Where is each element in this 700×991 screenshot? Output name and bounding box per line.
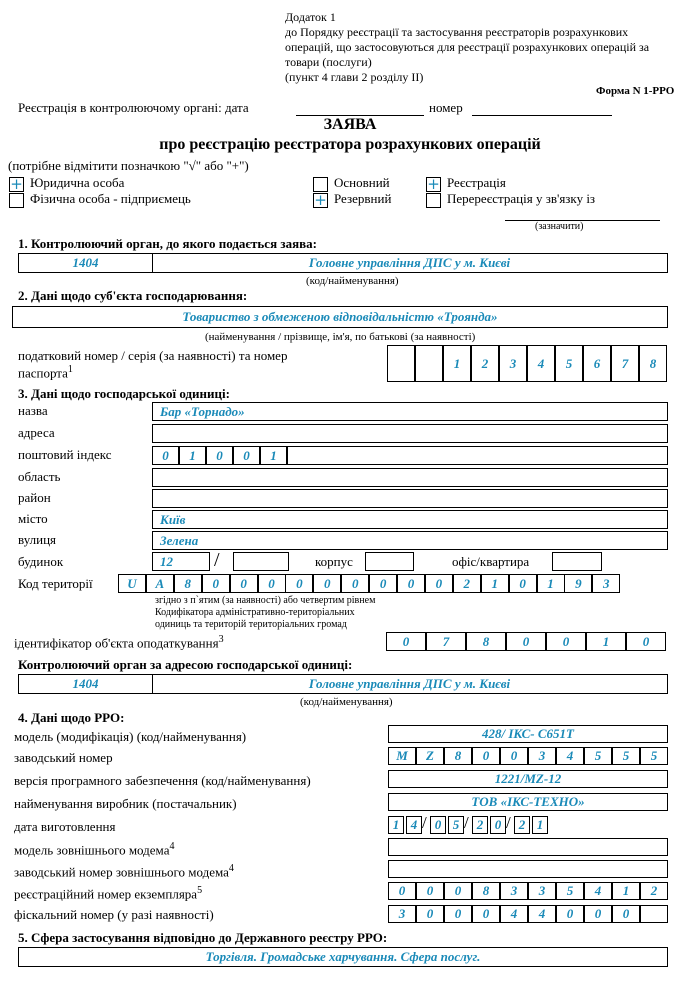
regnum-cell[interactable]: 0: [444, 882, 472, 900]
serial-cell[interactable]: 0: [472, 747, 500, 765]
appendix-line: Додаток 1: [285, 10, 336, 24]
fiscal-cell[interactable]: 0: [444, 905, 472, 923]
regnum-cell[interactable]: 1: [612, 882, 640, 900]
house-field[interactable]: [152, 552, 210, 571]
registration-date-label: Реєстрація в контролюючому органі: дата: [18, 100, 249, 115]
control-address-caption: (код/найменування): [300, 696, 393, 708]
section-5-title: 5. Сфера застосування відповідно до Державного реєстру РРО:: [18, 930, 388, 945]
footnote-3: 3: [218, 634, 224, 645]
regnum-cell[interactable]: 2: [640, 882, 668, 900]
territory-code-cell[interactable]: 2: [453, 574, 481, 593]
reregistration-checkbox[interactable]: [426, 193, 441, 208]
control-authority-name: Головне управління ДПС у м. Києві: [308, 255, 511, 270]
modem-label-wrap: [14, 841, 174, 858]
territory-note-line: згідно з п`ятим (за наявності) або четвертим рівнем: [155, 595, 376, 606]
object-id-cell[interactable]: 0: [626, 632, 666, 651]
modem-serial-label: заводський номер зовнішнього модема: [14, 864, 229, 880]
territory-code-cell[interactable]: 0: [230, 574, 258, 593]
office-label: офіс/квартира: [452, 554, 530, 569]
fiscal-cell[interactable]: 4: [500, 905, 528, 923]
territory-code-cell[interactable]: 0: [258, 574, 286, 593]
territory-code-cell[interactable]: 8: [174, 574, 202, 593]
serial-cell[interactable]: 0: [500, 747, 528, 765]
object-id-cell[interactable]: 7: [426, 632, 466, 651]
tax-number-cell[interactable]: 7: [611, 345, 639, 382]
main-rro-checkbox[interactable]: [313, 177, 328, 192]
city: Київ: [160, 512, 186, 527]
date-cell[interactable]: 2: [514, 816, 530, 834]
entity-name-field[interactable]: [12, 306, 668, 328]
building-label: корпус: [315, 554, 353, 569]
fiscal-cell[interactable]: 0: [612, 905, 640, 923]
object-id-cell[interactable]: 0: [506, 632, 546, 651]
serial-cell[interactable]: Z: [416, 747, 444, 765]
software-label: версія програмного забезпечення (код/найменування): [14, 773, 311, 788]
fiscal-cell[interactable]: 3: [388, 905, 416, 923]
regnum-cell[interactable]: 0: [416, 882, 444, 900]
object-id-cell[interactable]: 0: [386, 632, 426, 651]
control-address-name: Головне управління ДПС у м. Києві: [308, 676, 511, 691]
modem-serial-field[interactable]: [388, 860, 668, 878]
regnum-cell[interactable]: 8: [472, 882, 500, 900]
object-id-label-wrap: [14, 634, 224, 651]
footnote-5: 5: [197, 885, 203, 896]
tax-number-cell[interactable]: [387, 345, 415, 382]
individual-entrepreneur-checkbox[interactable]: [9, 193, 24, 208]
individual-entrepreneur-label: Фізична особа - підприємець: [30, 191, 191, 206]
date-cell[interactable]: 1: [388, 816, 404, 834]
territory-code-cell[interactable]: A: [146, 574, 174, 593]
serial-cell[interactable]: 5: [584, 747, 612, 765]
footnote-4: 4: [169, 841, 175, 852]
appendix-line: товари (послуги): [285, 55, 372, 69]
model-label: модель (модифікація) (код/найменування): [14, 729, 247, 744]
region-label: область: [18, 469, 61, 484]
office-field[interactable]: [552, 552, 602, 571]
unit-name-label: назва: [18, 403, 48, 418]
tax-number-label: податковий номер / серія (за наявності) та номер: [18, 348, 288, 363]
zip-cell[interactable]: 1: [179, 446, 206, 465]
territory-note: [155, 595, 375, 631]
zip-cell[interactable]: 0: [152, 446, 179, 465]
modem-serial-label-wrap: [14, 863, 234, 880]
serial-cell[interactable]: 5: [612, 747, 640, 765]
zip-cell[interactable]: 0: [233, 446, 260, 465]
control-authority-code: 1404: [72, 255, 99, 270]
district-label: район: [18, 490, 51, 505]
region-field[interactable]: [152, 468, 668, 487]
territory-code-cell[interactable]: 0: [202, 574, 230, 593]
reregistration-label: Перереєстрація у зв'язку із: [447, 191, 596, 206]
street-label: вулиця: [18, 532, 57, 547]
address-field[interactable]: [152, 424, 668, 443]
date-cell[interactable]: 1: [532, 816, 548, 834]
control-address-code: 1404: [72, 676, 99, 691]
code-name-caption: (код/найменування): [306, 275, 399, 287]
fiscal-label: фіскальний номер (у разі наявності): [14, 907, 214, 922]
street-field[interactable]: [152, 531, 668, 550]
tax-number-cell[interactable]: 6: [583, 345, 611, 382]
date-cell[interactable]: 0: [430, 816, 446, 834]
reserve-rro-checkbox[interactable]: +: [314, 191, 327, 209]
tax-number-cell[interactable]: 2: [471, 345, 499, 382]
appendix-header: [285, 10, 649, 85]
territory-code-cell[interactable]: 0: [285, 574, 313, 593]
control-authority-field[interactable]: [18, 253, 668, 273]
tax-number-label-2: [18, 364, 73, 381]
passport-label: паспорта: [18, 365, 68, 381]
house-slash: /: [214, 549, 220, 571]
serial-cell[interactable]: 3: [528, 747, 556, 765]
section-4-title: 4. Дані щодо РРО:: [18, 710, 125, 725]
serial-cell[interactable]: 4: [556, 747, 584, 765]
scope: Торгівля. Громадське харчування. Сфера послуг.: [205, 949, 481, 964]
specify-caption: (зазначити): [535, 221, 584, 232]
fiscal-cell[interactable]: [640, 905, 668, 923]
unit-name: Бар «Торнадо»: [160, 404, 245, 419]
control-address-title: Контролюючий орган за адресою господарської одиниці:: [18, 657, 353, 672]
object-id-cell[interactable]: 8: [466, 632, 506, 651]
software-field[interactable]: [388, 770, 668, 788]
reserve-rro-label: Резервний: [334, 191, 392, 206]
regnum-cell[interactable]: 4: [584, 882, 612, 900]
zip-label: поштовий індекс: [18, 447, 112, 462]
serial-cell[interactable]: M: [388, 747, 416, 765]
maker-field[interactable]: [388, 793, 668, 811]
zip-rest-field: [287, 446, 668, 465]
territory-label: Код території: [18, 576, 93, 591]
territory-code-cell[interactable]: 3: [592, 574, 620, 593]
territory-code-cell[interactable]: 0: [313, 574, 341, 593]
city-label: місто: [18, 511, 48, 526]
tax-number-cell[interactable]: 4: [527, 345, 555, 382]
date-slash: /: [422, 813, 427, 832]
object-id-cell[interactable]: 1: [586, 632, 626, 651]
house-label: будинок: [18, 554, 64, 569]
regnum-cell[interactable]: 3: [500, 882, 528, 900]
unit-name-field[interactable]: [152, 402, 668, 421]
regnum-cell[interactable]: 5: [556, 882, 584, 900]
regnum-cell[interactable]: 3: [528, 882, 556, 900]
regnum-label-wrap: [14, 885, 202, 902]
zip-cell[interactable]: 0: [206, 446, 233, 465]
serial-cell[interactable]: 5: [640, 747, 668, 765]
mark-hint: (потрібне відмітити позначкою "√" або "+"): [8, 158, 249, 173]
modem-label: модель зовнішнього модема: [14, 842, 170, 858]
software: 1221/MZ-12: [494, 771, 562, 786]
model: 428/ ІКС- С651Т: [482, 726, 574, 741]
house-number: 12: [160, 554, 173, 569]
modem-field[interactable]: [388, 838, 668, 856]
territory-code-cell[interactable]: 1: [537, 574, 565, 593]
date-slash: /: [506, 813, 511, 832]
regnum-label: реєстраційний номер екземпляра: [14, 886, 198, 902]
section-3-title: 3. Дані щодо господарської одиниці:: [18, 386, 230, 401]
territory-code-cell[interactable]: 0: [397, 574, 425, 593]
fiscal-cell[interactable]: 4: [528, 905, 556, 923]
street: Зелена: [160, 533, 199, 548]
section-1-title: 1. Контролюючий орган, до якого подається заява:: [18, 236, 317, 251]
tax-number-cell[interactable]: 3: [499, 345, 527, 382]
form-number: Форма N 1-РРО: [596, 85, 675, 97]
object-id-label: ідентифікатор об'єкта оподаткування: [14, 635, 219, 651]
date-cell[interactable]: 2: [472, 816, 488, 834]
footnote-1: 1: [67, 364, 73, 375]
object-id-cell[interactable]: 0: [546, 632, 586, 651]
serial-cell[interactable]: 8: [444, 747, 472, 765]
tax-number-cell[interactable]: [415, 345, 443, 382]
city-field[interactable]: [152, 510, 668, 529]
territory-code-cell[interactable]: 0: [369, 574, 397, 593]
fiscal-cell[interactable]: 0: [472, 905, 500, 923]
address-label: адреса: [18, 425, 55, 440]
date-slash: /: [464, 813, 469, 832]
footnote-4: 4: [228, 863, 234, 874]
appendix-line: операцій, що застосовуються для реєстрації розрахункових операцій за: [285, 40, 650, 54]
document-subtitle: про реєстрацію реєстратора розрахункових операцій: [159, 136, 541, 153]
building-field[interactable]: [365, 552, 414, 571]
date-cell[interactable]: 5: [448, 816, 464, 834]
territory-code-cell[interactable]: 0: [509, 574, 537, 593]
fiscal-cell[interactable]: 0: [584, 905, 612, 923]
date-label: дата виготовлення: [14, 819, 116, 834]
territory-code-cell[interactable]: 0: [341, 574, 369, 593]
appendix-line: (пункт 4 глави 2 розділу ІІ): [285, 70, 424, 84]
section-2-title: 2. Дані щодо суб'єкта господарювання:: [18, 288, 248, 303]
registration-label: Реєстрація: [447, 175, 506, 190]
entity-name-caption: (найменування / прізвище, ім'я, по батькові (за наявності): [205, 331, 476, 343]
territory-code-cell[interactable]: U: [118, 574, 146, 593]
registration-checkbox[interactable]: +: [427, 175, 440, 193]
territory-note-line: Кодифікатора адміністративно-територіальних: [155, 607, 355, 618]
territory-note-line: одиниць та територій територіальних громад: [155, 619, 347, 630]
model-field[interactable]: [388, 725, 668, 743]
maker-label: найменування виробник (постачальник): [14, 796, 237, 811]
tax-number-cell[interactable]: 8: [639, 345, 667, 382]
fiscal-cell[interactable]: 0: [416, 905, 444, 923]
legal-entity-label: Юридична особа: [30, 175, 125, 190]
document-title: ЗАЯВА: [323, 116, 377, 133]
territory-code-cell[interactable]: 9: [564, 574, 592, 593]
district-field[interactable]: [152, 489, 668, 508]
maker: ТОВ «ІКС-ТЕХНО»: [471, 794, 585, 809]
house-fraction-field[interactable]: [233, 552, 289, 571]
entity-name: Товариство з обмеженою відповідальністю «Троянда»: [182, 309, 498, 324]
main-rro-label: Основний: [334, 175, 390, 190]
date-cell[interactable]: 0: [490, 816, 506, 834]
fiscal-cell[interactable]: 0: [556, 905, 584, 923]
territory-code-cell[interactable]: 0: [425, 574, 453, 593]
date-cell[interactable]: 4: [406, 816, 422, 834]
legal-entity-checkbox[interactable]: +: [10, 175, 23, 193]
tax-number-cell[interactable]: 5: [555, 345, 583, 382]
territory-code-cell[interactable]: 1: [481, 574, 509, 593]
appendix-line: до Порядку реєстрації та застосування реєстраторів розрахункових: [285, 25, 629, 39]
registration-number-label: номер: [429, 100, 463, 115]
tax-number-cell[interactable]: 1: [443, 345, 471, 382]
scope-field[interactable]: [18, 947, 668, 967]
regnum-cell[interactable]: 0: [388, 882, 416, 900]
zip-cell[interactable]: 1: [260, 446, 287, 465]
control-address-field[interactable]: [18, 674, 668, 694]
serial-label: заводський номер: [14, 750, 113, 765]
